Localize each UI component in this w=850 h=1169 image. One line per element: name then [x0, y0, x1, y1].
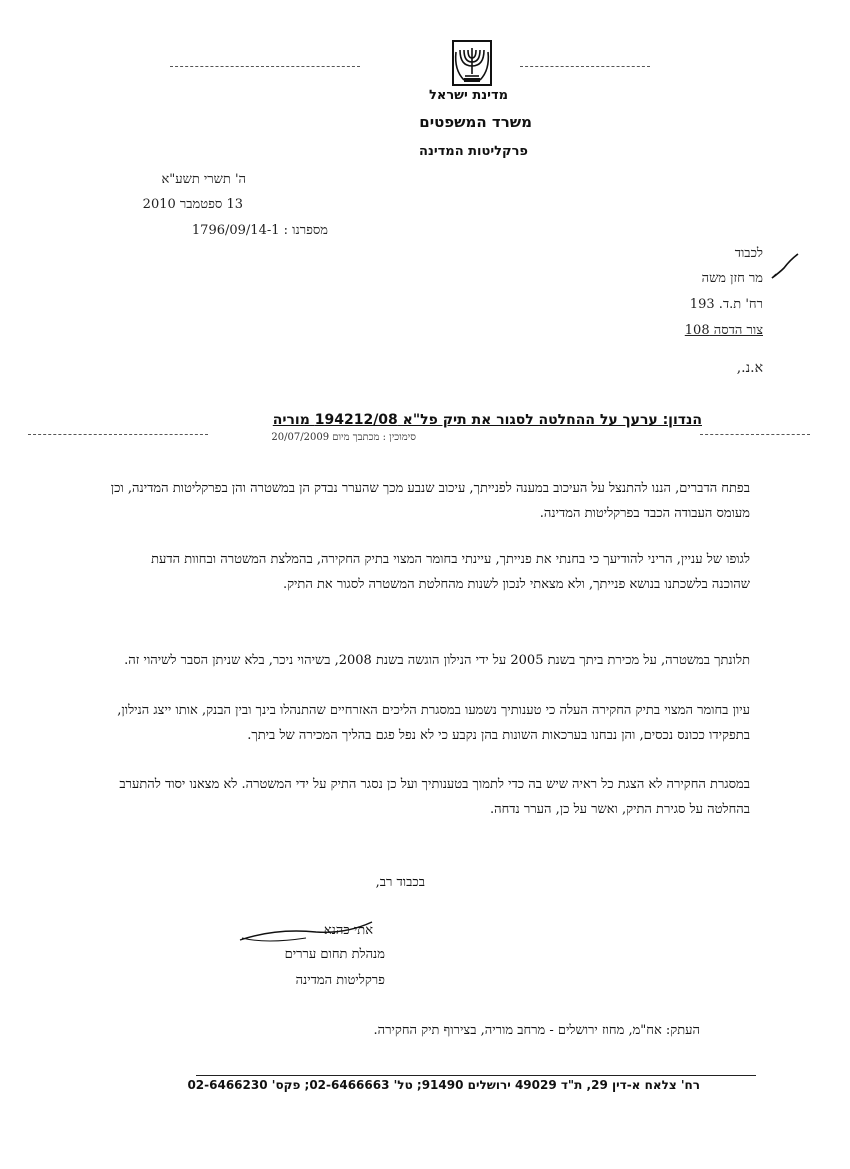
body-paragraph-3: תלונתך במשטרה, על מכירת ביתך בשנת 2005 על ידי הנילון הוגשה בשנת 2008, בשיהוי ניכר, בלא שניתן הסבר לשיהוי זה.: [124, 653, 750, 668]
signatory-title: מנהלת תחום עררים: [284, 947, 385, 962]
body-paragraph-1: בפתח הדברים, הננו להתנצל על העיכוב במענה לפנייתך, עיכוב שנבע מכך שהערר נבדק הן במשטרה והן בפרקליטות המדינה, וכן מעומס העבודה הכבד בפרקליטות המדינה.: [110, 481, 750, 521]
body-paragraph-5: במסגרת החקירה לא הצגת כל ראיה שיש בה כדי לתמוך בטענותיך ועל כן נסגר התיק על ידי המשטרה. לא מצאנו יסוד להתערב בהחלטה על סגירת התיק, ואשר על כן, הערר נדחה.: [119, 777, 750, 817]
gregorian-date: 13 ספטמבר 2010: [142, 197, 243, 212]
body-paragraph-4: עיון בחומר המצוי בתיק החקירה העלה כי טענותיך נשמעו במסגרת הליכים האזרחיים שהתנהלו בינך ובין הבנק, אותו ייצג הנילון, בתפקידו ככונס נכסים, והן נבחנו בערכאות השונות בהן נקבע כי לא נפל פגם בהליך המכירה של ביתך.: [117, 703, 750, 743]
hebrew-date: ה' תשרי תשע"א: [161, 172, 246, 187]
signatory-office: פרקליטות המדינה: [295, 973, 385, 988]
footer-address: רח' צלאח א-דין 29, ת"ד 49029 ירושלים 91490; טל' 02-6466663; פקס' 02-6466230: [187, 1078, 700, 1092]
subject-line: הנדון: ערעך על ההחלטה לסגור את תיק פל"א 194212/08 מוריה: [272, 412, 702, 428]
reference-number: מספרנו : 1796/09/14-1: [191, 223, 328, 238]
recipient-ac: א.נ.,: [736, 360, 763, 376]
recipient-street: רח' ת.ד. 193: [689, 297, 763, 312]
subject-scan-mark: [28, 434, 208, 435]
top-scan-mark: [520, 66, 650, 67]
letterhead-ministry: משרד המשפטים: [419, 113, 532, 131]
recipient-salutation: לכבוד: [734, 246, 763, 261]
cc-line: העתק: אח"מ, מחוז ירושלים - מרחב מוריה, בצירוף תיק החקירה.: [373, 1023, 700, 1038]
recipient-city: צור הדסה 108: [684, 323, 763, 338]
letterhead-state: מדינת ישראל: [428, 88, 508, 103]
top-scan-mark: [170, 66, 360, 67]
menorah-emblem-icon: [452, 40, 492, 86]
footer-rule: [196, 1075, 756, 1076]
body-paragraph-2: לגופו של עניין, הריני להודיעך כי בחנתי את פנייתך, עיינתי בחומר המצוי בתיק החקירה, בהמלצת המשטרה ובחוות הדעת שהוכנה בלשכתנו בנושא פנייתך, ולא מצאתי לנכון לשנות מהחלטת המשטרה לסגור את התיק.: [151, 552, 750, 592]
handwritten-check-mark: [770, 252, 800, 282]
letterhead-office: פרקליטות המדינה: [419, 144, 528, 159]
recipient-name: מר חזן משה: [701, 271, 763, 286]
subject-scan-mark: [700, 434, 810, 435]
closing-salutation: בכבוד רב,: [375, 875, 425, 890]
reference-line: סימוכין : מכתבך מיום 20/07/2009: [271, 432, 416, 443]
signatory-name: אתי כהנא: [323, 923, 373, 938]
